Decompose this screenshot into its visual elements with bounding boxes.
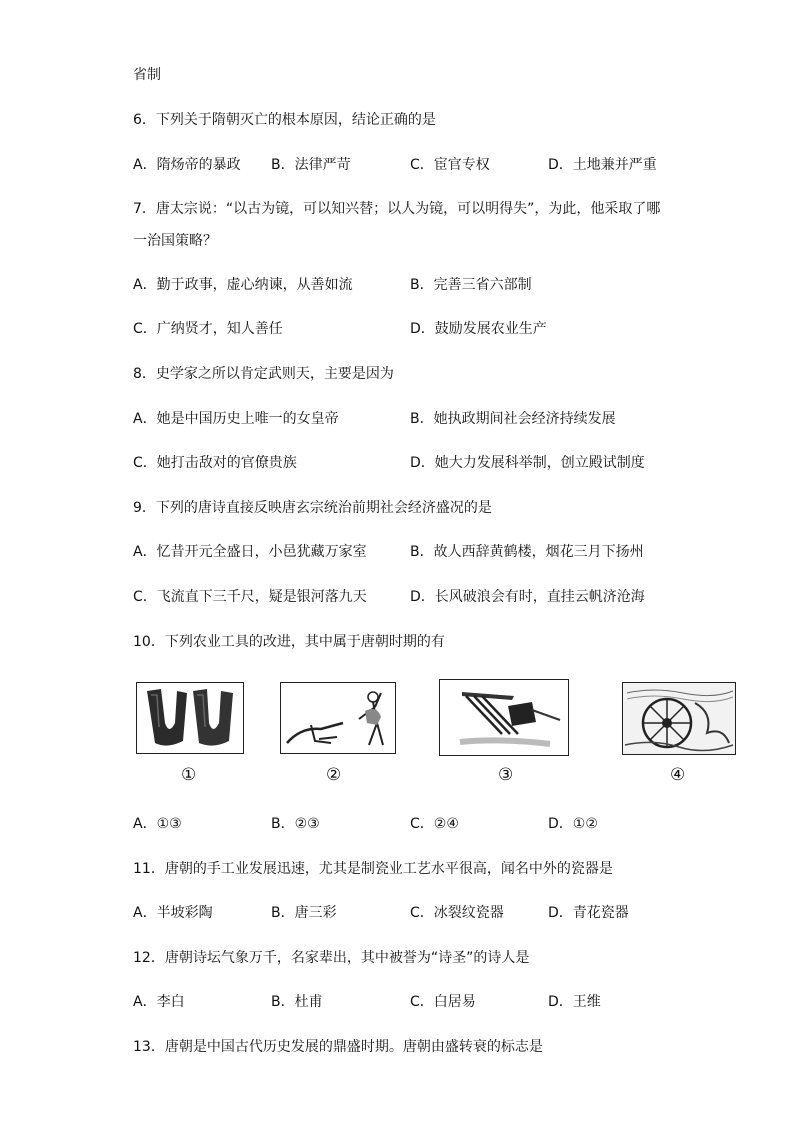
q12-option-d: D．王维 [548,994,601,1010]
figure-1-label: ① [181,765,197,785]
q12-option-a: A．李白 [133,994,185,1010]
figure-4-water-wheel [622,682,736,755]
q12-option-c: C．白居易 [410,994,476,1010]
q9-option-b: B．故人西辞黄鹤楼，烟花三月下扬州 [410,544,644,560]
question-13-stem: 13．唐朝是中国古代历史发展的鼎盛时期。唐朝由盛转衰的标志是 [133,1039,543,1055]
q9-option-d: D．长风破浪会有时，直挂云帆济沧海 [410,589,645,605]
question-8-stem: 8．史学家之所以肯定武则天，主要是因为 [133,366,394,382]
q11-option-a: A．半坡彩陶 [133,905,213,921]
q6-option-d: D．土地兼并严重 [548,157,657,173]
q8-option-d: D．她大力发展科举制，创立殿试制度 [410,455,645,471]
question-9-stem: 9．下列的唐诗直接反映唐玄宗统治前期社会经济盛况的是 [133,500,492,516]
figure-1-plough-shares [136,682,244,754]
figure-3-seed-drill [439,679,569,756]
q10-option-d: D．①② [548,816,598,832]
curved-plough-image [281,683,395,753]
q7-option-b: B．完善三省六部制 [410,277,532,293]
q9-option-a: A．忆昔开元全盛日，小邑犹藏万家室 [133,544,367,560]
water-wheel-image [623,683,735,754]
q8-option-c: C．她打击敌对的官僚贵族 [133,455,297,471]
q7-option-a: A．勤于政事，虚心纳谏，从善如流 [133,277,353,293]
q11-option-c: C．冰裂纹瓷器 [410,905,504,921]
question-11-stem: 11．唐朝的手工业发展迅速，尤其是制瓷业工艺水平很高，闻名中外的瓷器是 [133,861,613,877]
q11-option-d: D．青花瓷器 [548,905,629,921]
q9-option-c: C．飞流直下三千尺，疑是银河落九天 [133,589,367,605]
previous-answer-tail: 省制 [133,67,161,83]
q6-option-b: B．法律严苛 [271,157,351,173]
seed-drill-image [440,680,568,755]
q6-option-c: C．宦官专权 [410,157,490,173]
q7-option-d: D．鼓励发展农业生产 [410,321,547,337]
q12-option-b: B．杜甫 [271,994,323,1010]
q6-option-a: A．隋炀帝的暴政 [133,157,241,173]
question-7-stem-line2: 一治国策略？ [133,233,217,249]
q8-option-a: A．她是中国历史上唯一的女皇帝 [133,411,339,427]
q10-option-c: C．②④ [410,816,459,832]
figure-4-label: ④ [670,765,686,785]
q10-option-b: B．②③ [271,816,320,832]
q8-option-b: B．她执政期间社会经济持续发展 [410,411,616,427]
q7-option-c: C．广纳贤才，知人善任 [133,321,283,337]
figure-2-man-with-plough [280,682,396,754]
plough-shares-image [137,683,243,753]
q11-option-b: B．唐三彩 [271,905,337,921]
question-6-stem: 6．下列关于隋朝灭亡的根本原因，结论正确的是 [133,112,436,128]
question-7-stem-line1: 7．唐太宗说：“以古为镜，可以知兴替；以人为镜，可以明得失”，为此，他采取了哪 [133,201,661,217]
question-12-stem: 12．唐朝诗坛气象万千，名家辈出，其中被誉为“诗圣”的诗人是 [133,950,530,966]
q10-option-a: A．①③ [133,816,182,832]
question-10-stem: 10．下列农业工具的改进，其中属于唐朝时期的有 [133,634,445,650]
figure-2-label: ② [326,765,342,785]
figure-3-label: ③ [498,765,514,785]
